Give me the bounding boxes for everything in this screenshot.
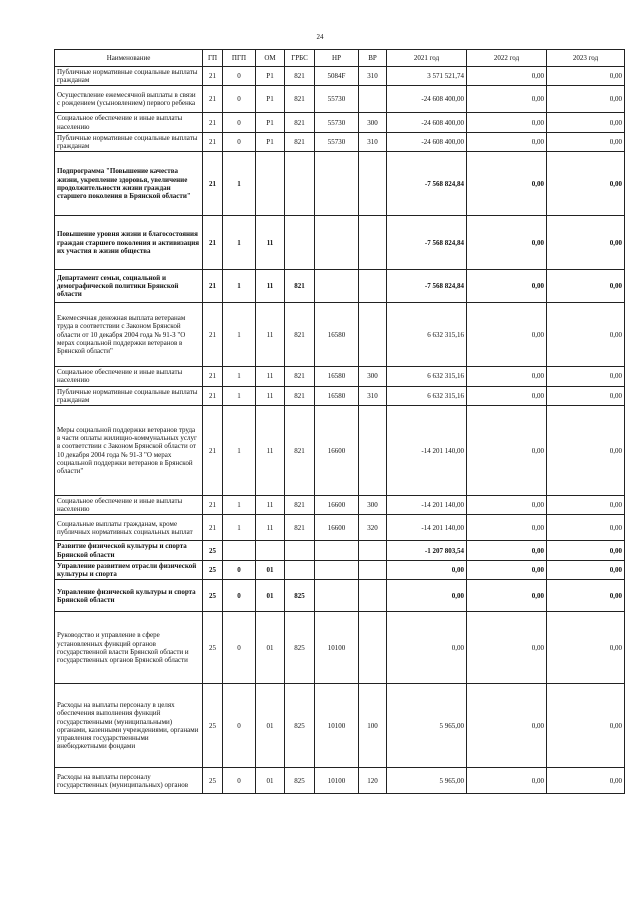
cell-y2021: 6 632 315,16	[387, 303, 467, 367]
cell-pgp: 0	[223, 113, 256, 132]
row-name-cell: Социальные выплаты гражданам, кроме публичных нормативных социальных выплат	[55, 515, 203, 541]
cell-y2023: 0,00	[547, 67, 625, 86]
column-header: ПГП	[223, 50, 256, 67]
cell-grbs: 825	[285, 580, 315, 612]
cell-y2023: 0,00	[547, 303, 625, 367]
row-name-cell: Социальное обеспечение и иные выплаты населению	[55, 113, 203, 132]
cell-nr: 55730	[315, 113, 359, 132]
cell-y2022: 0,00	[467, 684, 547, 768]
cell-nr	[315, 270, 359, 303]
cell-y2022: 0,00	[467, 67, 547, 86]
cell-gp: 21	[203, 132, 223, 151]
row-name-cell: Публичные нормативные социальные выплаты гражданам	[55, 67, 203, 86]
table-row	[55, 132, 625, 151]
cell-y2022: 0,00	[467, 515, 547, 541]
cell-grbs: 821	[285, 86, 315, 113]
cell-y2023: 0,00	[547, 367, 625, 386]
cell-pgp: 0	[223, 132, 256, 151]
cell-om: 01	[256, 560, 285, 579]
cell-pgp: 0	[223, 67, 256, 86]
cell-grbs: 821	[285, 270, 315, 303]
cell-gp: 21	[203, 86, 223, 113]
cell-nr: 16600	[315, 406, 359, 496]
cell-nr	[315, 541, 359, 560]
table-row	[55, 303, 625, 367]
column-header: 2021 год	[387, 50, 467, 67]
cell-grbs: 821	[285, 303, 315, 367]
cell-vr	[359, 541, 387, 560]
cell-vr	[359, 216, 387, 270]
cell-grbs: 821	[285, 67, 315, 86]
cell-y2021: 0,00	[387, 612, 467, 684]
table-row	[55, 386, 625, 405]
cell-y2023: 0,00	[547, 406, 625, 496]
cell-grbs: 821	[285, 386, 315, 405]
table-row	[55, 541, 625, 560]
column-header: Наименование	[55, 50, 203, 67]
cell-gp: 25	[203, 768, 223, 794]
table-row	[55, 113, 625, 132]
cell-om: P1	[256, 132, 285, 151]
cell-y2022: 0,00	[467, 541, 547, 560]
cell-y2022: 0,00	[467, 406, 547, 496]
cell-om: P1	[256, 86, 285, 113]
cell-y2021: 5 965,00	[387, 684, 467, 768]
cell-y2023: 0,00	[547, 386, 625, 405]
cell-om: 01	[256, 580, 285, 612]
cell-y2023: 0,00	[547, 612, 625, 684]
cell-y2023: 0,00	[547, 270, 625, 303]
column-header: 2023 год	[547, 50, 625, 67]
cell-gp: 21	[203, 152, 223, 216]
row-name-cell: Социальное обеспечение и иные выплаты населению	[55, 367, 203, 386]
cell-y2021: -1 207 803,54	[387, 541, 467, 560]
cell-nr: 16580	[315, 386, 359, 405]
cell-vr	[359, 580, 387, 612]
cell-vr	[359, 86, 387, 113]
cell-gp: 21	[203, 67, 223, 86]
row-name-cell: Управление развитием отрасли физической культуры и спорта	[55, 560, 203, 579]
table-row	[55, 367, 625, 386]
cell-pgp: 1	[223, 386, 256, 405]
cell-nr: 16580	[315, 303, 359, 367]
cell-y2021: -7 568 824,84	[387, 216, 467, 270]
row-name-cell: Подпрограмма "Повышение качества жизни, укрепление здоровья, увеличение продолжительности жизни граждан старшего поколения в Брянской области"	[55, 152, 203, 216]
cell-nr: 10100	[315, 612, 359, 684]
column-header: ГП	[203, 50, 223, 67]
cell-y2022: 0,00	[467, 580, 547, 612]
cell-y2021: 3 571 521,74	[387, 67, 467, 86]
cell-vr	[359, 270, 387, 303]
cell-pgp: 1	[223, 406, 256, 496]
cell-grbs: 821	[285, 496, 315, 515]
cell-y2022: 0,00	[467, 612, 547, 684]
cell-pgp: 0	[223, 86, 256, 113]
cell-y2022: 0,00	[467, 132, 547, 151]
cell-y2021: -24 608 400,00	[387, 86, 467, 113]
row-name-cell: Департамент семьи, социальной и демографической политики Брянской области	[55, 270, 203, 303]
cell-vr: 310	[359, 132, 387, 151]
cell-vr	[359, 612, 387, 684]
table-row	[55, 612, 625, 684]
table-row	[55, 67, 625, 86]
cell-y2021: 6 632 315,16	[387, 386, 467, 405]
table-row	[55, 560, 625, 579]
cell-gp: 25	[203, 612, 223, 684]
cell-nr	[315, 580, 359, 612]
cell-y2022: 0,00	[467, 86, 547, 113]
cell-y2022: 0,00	[467, 386, 547, 405]
cell-y2023: 0,00	[547, 113, 625, 132]
cell-pgp: 1	[223, 152, 256, 216]
cell-pgp: 0	[223, 580, 256, 612]
cell-y2023: 0,00	[547, 684, 625, 768]
cell-y2023: 0,00	[547, 132, 625, 151]
cell-y2022: 0,00	[467, 303, 547, 367]
cell-gp: 21	[203, 386, 223, 405]
cell-grbs: 821	[285, 406, 315, 496]
cell-om: 11	[256, 386, 285, 405]
cell-y2023: 0,00	[547, 86, 625, 113]
row-name-cell: Расходы на выплаты персоналу государственных (муниципальных) органов	[55, 768, 203, 794]
cell-om: 11	[256, 367, 285, 386]
cell-y2021: -7 568 824,84	[387, 270, 467, 303]
table-row	[55, 684, 625, 768]
cell-gp: 25	[203, 684, 223, 768]
cell-y2021: 5 965,00	[387, 768, 467, 794]
cell-nr: 55730	[315, 86, 359, 113]
cell-nr: 10100	[315, 768, 359, 794]
cell-grbs: 821	[285, 367, 315, 386]
cell-nr	[315, 216, 359, 270]
cell-om	[256, 541, 285, 560]
cell-y2021: -24 608 400,00	[387, 132, 467, 151]
cell-grbs	[285, 541, 315, 560]
cell-pgp: 1	[223, 367, 256, 386]
table-row	[55, 406, 625, 496]
cell-y2021: 6 632 315,16	[387, 367, 467, 386]
cell-gp: 25	[203, 560, 223, 579]
cell-nr: 10100	[315, 684, 359, 768]
cell-nr: 55730	[315, 132, 359, 151]
cell-y2022: 0,00	[467, 152, 547, 216]
cell-vr: 120	[359, 768, 387, 794]
table-row	[55, 496, 625, 515]
cell-om: 11	[256, 216, 285, 270]
cell-gp: 21	[203, 406, 223, 496]
cell-pgp: 1	[223, 515, 256, 541]
cell-pgp: 0	[223, 612, 256, 684]
cell-pgp: 0	[223, 768, 256, 794]
cell-pgp	[223, 541, 256, 560]
cell-y2023: 0,00	[547, 580, 625, 612]
row-name-cell: Публичные нормативные социальные выплаты гражданам	[55, 132, 203, 151]
table-row	[55, 216, 625, 270]
table-row	[55, 515, 625, 541]
cell-gp: 21	[203, 270, 223, 303]
cell-y2022: 0,00	[467, 496, 547, 515]
row-name-cell: Управление физической культуры и спорта Брянской области	[55, 580, 203, 612]
cell-om: 01	[256, 684, 285, 768]
cell-pgp: 1	[223, 496, 256, 515]
cell-y2022: 0,00	[467, 216, 547, 270]
cell-grbs: 821	[285, 515, 315, 541]
cell-grbs	[285, 560, 315, 579]
cell-gp: 25	[203, 580, 223, 612]
cell-pgp: 1	[223, 270, 256, 303]
budget-table	[54, 49, 625, 794]
cell-y2022: 0,00	[467, 270, 547, 303]
cell-y2021: -14 201 140,00	[387, 515, 467, 541]
cell-grbs: 825	[285, 768, 315, 794]
cell-grbs	[285, 216, 315, 270]
cell-vr	[359, 152, 387, 216]
cell-y2023: 0,00	[547, 216, 625, 270]
cell-y2021: -7 568 824,84	[387, 152, 467, 216]
row-name-cell: Руководство и управление в сфере установленных функций органов государственной власти Брянской области и государственных органов Брянской области	[55, 612, 203, 684]
cell-vr	[359, 406, 387, 496]
cell-y2022: 0,00	[467, 113, 547, 132]
cell-om: 11	[256, 515, 285, 541]
column-header: ОМ	[256, 50, 285, 67]
cell-vr: 300	[359, 367, 387, 386]
table-row	[55, 580, 625, 612]
cell-om: 11	[256, 270, 285, 303]
row-name-cell: Расходы на выплаты персоналу в целях обеспечения выполнения функций государственными (муниципальными) органами, казенными учреждениями, органами управления государственными внебюджетными фондами	[55, 684, 203, 768]
cell-gp: 21	[203, 496, 223, 515]
cell-gp: 21	[203, 303, 223, 367]
cell-y2023: 0,00	[547, 560, 625, 579]
cell-grbs: 825	[285, 612, 315, 684]
cell-nr: 5084F	[315, 67, 359, 86]
cell-om: 11	[256, 496, 285, 515]
cell-grbs: 821	[285, 132, 315, 151]
cell-grbs	[285, 152, 315, 216]
cell-y2021: -24 608 400,00	[387, 113, 467, 132]
row-name-cell: Развитие физической культуры и спорта Брянской области	[55, 541, 203, 560]
cell-om: P1	[256, 113, 285, 132]
column-header: 2022 год	[467, 50, 547, 67]
cell-grbs: 821	[285, 113, 315, 132]
table-row	[55, 768, 625, 794]
column-header: ВР	[359, 50, 387, 67]
cell-nr	[315, 560, 359, 579]
cell-y2023: 0,00	[547, 515, 625, 541]
cell-gp: 21	[203, 367, 223, 386]
cell-y2022: 0,00	[467, 768, 547, 794]
cell-vr: 310	[359, 67, 387, 86]
cell-y2023: 0,00	[547, 541, 625, 560]
cell-vr	[359, 303, 387, 367]
cell-gp: 21	[203, 216, 223, 270]
row-name-cell: Осуществление ежемесячной выплаты в связи с рождением (усыновлением) первого ребенка	[55, 86, 203, 113]
cell-y2021: -14 201 140,00	[387, 406, 467, 496]
cell-grbs: 825	[285, 684, 315, 768]
row-name-cell: Публичные нормативные социальные выплаты гражданам	[55, 386, 203, 405]
cell-vr: 310	[359, 386, 387, 405]
cell-vr: 300	[359, 113, 387, 132]
table-row	[55, 270, 625, 303]
row-name-cell: Ежемесячная денежная выплата ветеранам труда в соответствии с Законом Брянской области от 10 декабря 2004 года № 91-З "О мерах социальной поддержки ветеранов в Брянской области"	[55, 303, 203, 367]
cell-gp: 21	[203, 515, 223, 541]
cell-y2023: 0,00	[547, 152, 625, 216]
page-number: 24	[316, 33, 324, 41]
cell-nr	[315, 152, 359, 216]
cell-pgp: 0	[223, 560, 256, 579]
cell-om: 11	[256, 303, 285, 367]
cell-gp: 25	[203, 541, 223, 560]
cell-pgp: 1	[223, 216, 256, 270]
cell-nr: 16600	[315, 515, 359, 541]
cell-om	[256, 152, 285, 216]
row-name-cell: Социальное обеспечение и иные выплаты населению	[55, 496, 203, 515]
column-header: НР	[315, 50, 359, 67]
cell-y2023: 0,00	[547, 496, 625, 515]
cell-vr	[359, 560, 387, 579]
row-name-cell: Меры социальной поддержки ветеранов труда в части оплаты жилищно-коммунальных услуг в соответствии с Законом Брянской области от 10 декабря 2004 года № 91-З "О мерах социальной поддержки ветеранов в Брянской области"	[55, 406, 203, 496]
cell-y2023: 0,00	[547, 768, 625, 794]
cell-vr: 300	[359, 496, 387, 515]
cell-pgp: 1	[223, 303, 256, 367]
cell-y2021: 0,00	[387, 580, 467, 612]
cell-y2021: 0,00	[387, 560, 467, 579]
cell-y2022: 0,00	[467, 367, 547, 386]
cell-pgp: 0	[223, 684, 256, 768]
cell-om: 01	[256, 768, 285, 794]
cell-vr: 320	[359, 515, 387, 541]
table-header-row	[55, 50, 625, 67]
cell-vr: 100	[359, 684, 387, 768]
column-header: ГРБС	[285, 50, 315, 67]
cell-gp: 21	[203, 113, 223, 132]
cell-om: 11	[256, 406, 285, 496]
cell-nr: 16600	[315, 496, 359, 515]
cell-y2022: 0,00	[467, 560, 547, 579]
table-row	[55, 152, 625, 216]
cell-om: 01	[256, 612, 285, 684]
row-name-cell: Повышение уровня жизни и благосостояния граждан старшего поколения и активизация их участия в жизни общества	[55, 216, 203, 270]
cell-y2021: -14 201 140,00	[387, 496, 467, 515]
table-row	[55, 86, 625, 113]
cell-om: P1	[256, 67, 285, 86]
cell-nr: 16580	[315, 367, 359, 386]
